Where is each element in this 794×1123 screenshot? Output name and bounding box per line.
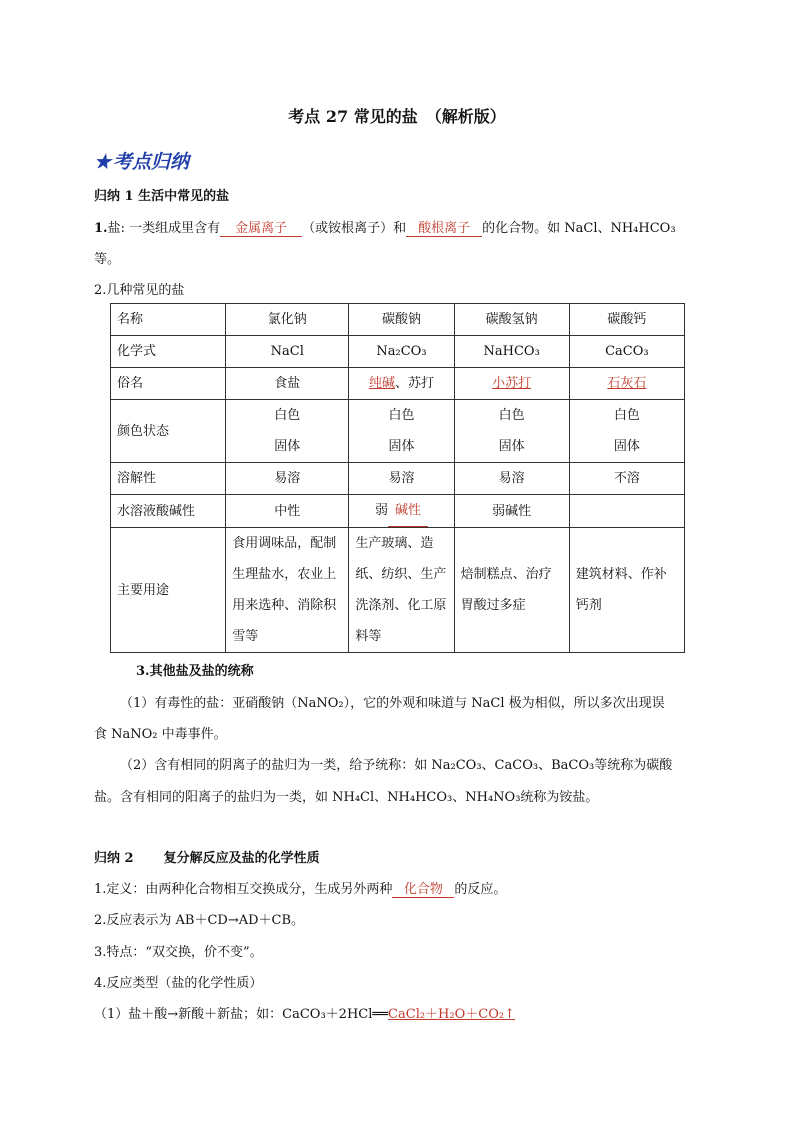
s3-paragraph-2: （2）含有相同的阴离子的盐归为一类，给予统称：如 Na₂CO₃、CaCO₃、BaCO₃等统称为碳酸 — [120, 758, 673, 773]
s3-paragraph-2-cont: 盐。含有相同的阳离子的盐归为一类，如 NH₄Cl、NH₄HCO₃、NH₄NO₃统称为铵盐。 — [94, 790, 599, 805]
table-row: 颜色状态 白色 固体 白色 固体 白色 固体 白色 固体 — [111, 400, 685, 463]
s1-paragraph-2: 2.几种常见的盐 — [94, 283, 185, 298]
table-row: 化学式 NaCl Na₂CO₃ NaHCO₃ CaCO₃ — [111, 336, 685, 368]
s1-heading: 归纳 1 生活中常见的盐 — [94, 189, 230, 204]
s2-paragraph-4: 4.反应类型（盐的化学性质） — [94, 976, 263, 991]
s2-heading: 归纳 2 复分解反应及盐的化学性质 — [94, 851, 320, 866]
s2-paragraph-3: 3.特点：“双交换，价不变”。 — [94, 945, 263, 960]
blank-acid-ion: 酸根离子 — [406, 217, 482, 237]
s1-paragraph-1: 1.盐: 一类组成里含有 金属离子 （或铵根离子）和 酸根离子 的化合物。如 NaCl、NH₄HCO₃ — [94, 217, 676, 237]
table-row: 俗名 食盐 纯碱、苏打 小苏打 石灰石 — [111, 368, 685, 400]
star-icon: ★ — [94, 151, 112, 173]
salts-table — [110, 303, 685, 653]
blank-compound: 化合物 — [392, 878, 454, 898]
s3-paragraph-1: （1）有毒性的盐：亚硝酸钠（NaNO₂），它的外观和味道与 NaCl 极为相似，所以多次出现误 — [120, 696, 665, 711]
section-heading: ★ 考点归纳 — [94, 151, 190, 173]
table-row: 水溶液酸碱性 中性 弱 碱性 弱碱性 — [111, 495, 685, 528]
table-row: 名称 氯化钠 碳酸钠 碳酸氢钠 碳酸钙 — [111, 304, 685, 336]
table-row: 溶解性 易溶 易溶 易溶 不溶 — [111, 463, 685, 495]
page-title: 考点 27 常见的盐 （解析版） — [288, 107, 506, 126]
s3-heading: 3.其他盐及盐的统称 — [136, 664, 254, 679]
s1-paragraph-1-cont: 等。 — [94, 252, 121, 267]
reaction-products: CaCl₂＋H₂O＋CO₂↑ — [388, 1007, 515, 1022]
s2-paragraph-2: 2.反应表示为 AB＋CD→AD＋CB。 — [94, 913, 305, 928]
table-row: 主要用途 食用调味品，配制生理盐水，农业上用来选种、消除积雪等 生产玻璃、造纸、纺织、生产洗涤剂、化工原料等 焙制糕点、治疗胃酸过多症 建筑材料、作补钙剂 — [111, 528, 685, 653]
blank-metal-ion: 金属离子 — [220, 217, 302, 237]
s2-paragraph-1: 1.定义：由两种化合物相互交换成分，生成另外两种 化合物 的反应。 — [94, 878, 506, 898]
s3-paragraph-1-cont: 食 NaNO₂ 中毒事件。 — [94, 727, 227, 742]
s2-paragraph-5: （1）盐＋酸→新酸＋新盐；如：CaCO₃＋2HCl══CaCl₂＋H₂O＋CO₂↑ — [94, 1007, 515, 1022]
